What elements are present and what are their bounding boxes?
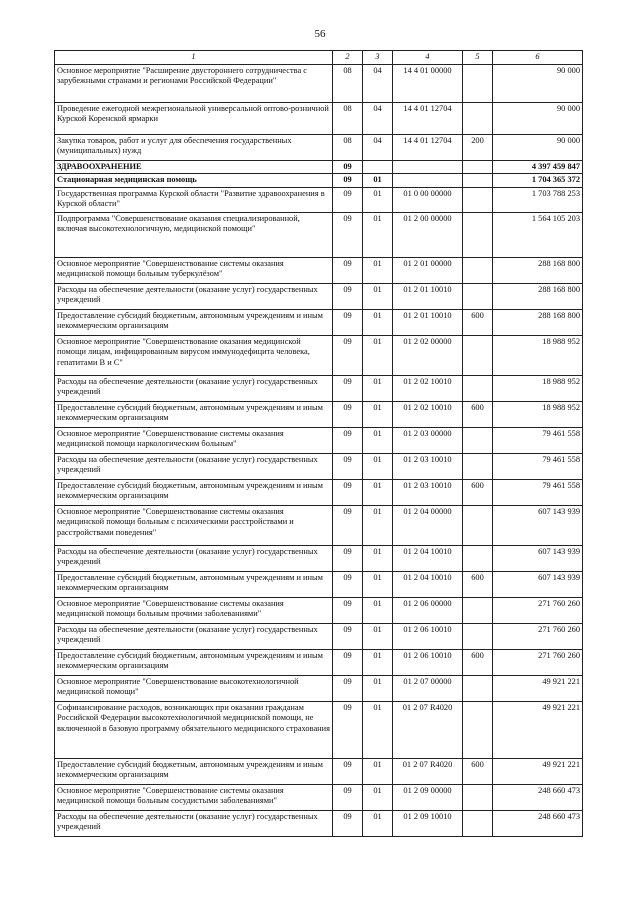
amount-cell: 288 168 800 — [493, 309, 583, 335]
subsection-code-cell: 01 — [363, 623, 393, 649]
table-row — [55, 309, 583, 335]
section-code-cell: 09 — [333, 401, 363, 427]
expense-type-cell: 600 — [463, 649, 493, 675]
subsection-code-cell: 01 — [363, 784, 393, 810]
amount-cell: 1 704 365 372 — [493, 174, 583, 188]
subsection-code-cell: 01 — [363, 283, 393, 309]
expense-type-cell: 600 — [463, 571, 493, 597]
expense-type-cell — [463, 427, 493, 453]
expense-type-cell — [463, 453, 493, 479]
section-code-cell: 08 — [333, 64, 363, 102]
section-code-cell: 09 — [333, 453, 363, 479]
subsection-code-cell: 01 — [363, 597, 393, 623]
amount-cell: 1 703 788 253 — [493, 187, 583, 212]
subsection-code-cell: 01 — [363, 758, 393, 784]
target-article-cell: 01 2 07 R4020 — [393, 758, 463, 784]
amount-cell: 248 660 473 — [493, 784, 583, 810]
expense-type-cell — [463, 375, 493, 401]
section-code-cell: 09 — [333, 309, 363, 335]
target-article-cell: 01 2 02 10010 — [393, 375, 463, 401]
amount-cell: 49 921 221 — [493, 701, 583, 758]
section-code-cell: 09 — [333, 675, 363, 701]
target-article-cell: 01 2 09 00000 — [393, 784, 463, 810]
target-article-cell: 14 4 01 00000 — [393, 64, 463, 102]
table-row — [55, 427, 583, 453]
subsection-code-cell: 01 — [363, 174, 393, 188]
subsection-code-cell: 01 — [363, 453, 393, 479]
subsection-code-cell — [363, 160, 393, 174]
amount-cell: 90 000 — [493, 64, 583, 102]
table-row — [55, 784, 583, 810]
row-name-cell: Основное мероприятие "Совершенствование системы оказания медицинской помощи больным сосудистыми заболеваниями" — [55, 784, 333, 810]
subsection-code-cell: 01 — [363, 212, 393, 257]
subsection-code-cell: 01 — [363, 401, 393, 427]
table-row — [55, 174, 583, 188]
table-row — [55, 479, 583, 505]
subsection-code-cell: 04 — [363, 64, 393, 102]
expense-type-cell — [463, 784, 493, 810]
amount-cell: 4 397 459 847 — [493, 160, 583, 174]
amount-cell: 288 168 800 — [493, 283, 583, 309]
expense-type-cell — [463, 597, 493, 623]
expense-type-cell — [463, 160, 493, 174]
expense-type-cell — [463, 505, 493, 545]
row-name-cell: Закупка товаров, работ и услуг для обеспечения государственных (муниципальных) нужд — [55, 134, 333, 160]
expense-type-cell — [463, 810, 493, 836]
amount-cell: 288 168 800 — [493, 257, 583, 283]
budget-table — [54, 50, 583, 837]
table-row — [55, 623, 583, 649]
table-row — [55, 212, 583, 257]
subsection-code-cell: 01 — [363, 427, 393, 453]
table-row — [55, 375, 583, 401]
section-code-cell: 09 — [333, 257, 363, 283]
table-row — [55, 102, 583, 134]
row-name-cell: Расходы на обеспечение деятельности (оказание услуг) государственных учреждений — [55, 453, 333, 479]
section-code-cell: 09 — [333, 375, 363, 401]
expense-type-cell — [463, 187, 493, 212]
expense-type-cell — [463, 701, 493, 758]
table-row — [55, 649, 583, 675]
target-article-cell: 01 0 00 00000 — [393, 187, 463, 212]
amount-cell: 271 760 260 — [493, 623, 583, 649]
row-name-cell: Основное мероприятие "Расширение двустороннего сотрудничества с зарубежными странами и регионами Российской Федерации" — [55, 64, 333, 102]
subsection-code-cell: 01 — [363, 187, 393, 212]
subsection-code-cell: 01 — [363, 675, 393, 701]
expense-type-cell: 600 — [463, 309, 493, 335]
expense-type-cell: 200 — [463, 134, 493, 160]
amount-cell: 18 988 952 — [493, 401, 583, 427]
subsection-code-cell: 01 — [363, 479, 393, 505]
expense-type-cell — [463, 283, 493, 309]
row-name-cell: Предоставление субсидий бюджетным, автономным учреждениям и иным некоммерческим организациям — [55, 401, 333, 427]
target-article-cell: 01 2 06 10010 — [393, 623, 463, 649]
subsection-code-cell: 01 — [363, 701, 393, 758]
table-row — [55, 545, 583, 571]
column-number: 4 — [393, 51, 463, 65]
target-article-cell: 14 4 01 12704 — [393, 134, 463, 160]
row-name-cell: Расходы на обеспечение деятельности (оказание услуг) государственных учреждений — [55, 810, 333, 836]
target-article-cell: 01 2 02 10010 — [393, 401, 463, 427]
expense-type-cell — [463, 545, 493, 571]
column-number: 6 — [493, 51, 583, 65]
row-name-cell: Подпрограмма "Совершенствование оказания специализированной, включая высокотехнологичную, медицинской помощи" — [55, 212, 333, 257]
target-article-cell: 01 2 04 10010 — [393, 545, 463, 571]
target-article-cell: 01 2 02 00000 — [393, 335, 463, 375]
table-row — [55, 160, 583, 174]
target-article-cell: 01 2 04 00000 — [393, 505, 463, 545]
amount-cell: 271 760 260 — [493, 649, 583, 675]
expense-type-cell — [463, 174, 493, 188]
table-row — [55, 701, 583, 758]
target-article-cell: 01 2 06 00000 — [393, 597, 463, 623]
target-article-cell: 01 2 06 10010 — [393, 649, 463, 675]
subsection-code-cell: 01 — [363, 649, 393, 675]
section-code-cell: 09 — [333, 335, 363, 375]
row-name-cell: Основное мероприятие "Совершенствование системы оказания медицинской помощи больным с психическими расстройствами и расстройствами поведения" — [55, 505, 333, 545]
section-code-cell: 09 — [333, 479, 363, 505]
table-row — [55, 758, 583, 784]
target-article-cell: 01 2 03 10010 — [393, 453, 463, 479]
table-row — [55, 257, 583, 283]
expense-type-cell: 600 — [463, 401, 493, 427]
table-row — [55, 283, 583, 309]
section-code-cell: 08 — [333, 134, 363, 160]
amount-cell: 79 461 558 — [493, 427, 583, 453]
section-code-cell: 09 — [333, 597, 363, 623]
subsection-code-cell: 01 — [363, 375, 393, 401]
expense-type-cell — [463, 623, 493, 649]
subsection-code-cell: 01 — [363, 335, 393, 375]
amount-cell: 79 461 558 — [493, 479, 583, 505]
subsection-code-cell: 01 — [363, 810, 393, 836]
target-article-cell: 01 2 01 10010 — [393, 283, 463, 309]
expense-type-cell: 600 — [463, 479, 493, 505]
amount-cell: 49 921 221 — [493, 675, 583, 701]
table-row — [55, 571, 583, 597]
row-name-cell: Проведение ежегодной межрегиональной универсальной оптово-розничной Курской Коренской ярмарки — [55, 102, 333, 134]
expense-type-cell — [463, 335, 493, 375]
table-row — [55, 134, 583, 160]
amount-cell: 248 660 473 — [493, 810, 583, 836]
section-code-cell: 09 — [333, 623, 363, 649]
target-article-cell: 01 2 01 00000 — [393, 257, 463, 283]
table-row — [55, 453, 583, 479]
column-number-row — [55, 51, 583, 65]
section-code-cell: 09 — [333, 810, 363, 836]
target-article-cell: 01 2 03 10010 — [393, 479, 463, 505]
expense-type-cell — [463, 257, 493, 283]
subsection-code-cell: 01 — [363, 571, 393, 597]
amount-cell: 1 564 105 203 — [493, 212, 583, 257]
row-name-cell: Основное мероприятие "Совершенствование оказания медицинской помощи лицам, инфицированным вирусом иммунодефицита человека, гепатитами В и С" — [55, 335, 333, 375]
target-article-cell: 01 2 07 00000 — [393, 675, 463, 701]
target-article-cell: 01 2 01 10010 — [393, 309, 463, 335]
target-article-cell: 01 2 07 R4020 — [393, 701, 463, 758]
budget-table-body — [55, 51, 583, 837]
amount-cell: 18 988 952 — [493, 375, 583, 401]
section-code-cell: 09 — [333, 212, 363, 257]
target-article-cell: 01 2 03 00000 — [393, 427, 463, 453]
table-row — [55, 187, 583, 212]
section-code-cell: 09 — [333, 571, 363, 597]
amount-cell: 79 461 558 — [493, 453, 583, 479]
amount-cell: 607 143 939 — [493, 571, 583, 597]
section-code-cell: 09 — [333, 187, 363, 212]
column-number: 1 — [55, 51, 333, 65]
amount-cell: 607 143 939 — [493, 545, 583, 571]
amount-cell: 90 000 — [493, 102, 583, 134]
row-name-cell: Стационарная медицинская помощь — [55, 174, 333, 188]
section-code-cell: 09 — [333, 505, 363, 545]
row-name-cell: Расходы на обеспечение деятельности (оказание услуг) государственных учреждений — [55, 375, 333, 401]
expense-type-cell — [463, 64, 493, 102]
row-name-cell: ЗДРАВООХРАНЕНИЕ — [55, 160, 333, 174]
amount-cell: 271 760 260 — [493, 597, 583, 623]
section-code-cell: 09 — [333, 283, 363, 309]
target-article-cell: 01 2 09 10010 — [393, 810, 463, 836]
expense-type-cell — [463, 102, 493, 134]
section-code-cell: 09 — [333, 160, 363, 174]
target-article-cell: 14 4 01 12704 — [393, 102, 463, 134]
section-code-cell: 09 — [333, 649, 363, 675]
row-name-cell: Софинансирование расходов, возникающих при оказании гражданам Российской Федерации высокотехнологичной медицинской помощи, не включенной в базовую программу обязательного медицинского страхования — [55, 701, 333, 758]
row-name-cell: Предоставление субсидий бюджетным, автономным учреждениям и иным некоммерческим организациям — [55, 571, 333, 597]
row-name-cell: Основное мероприятие "Совершенствование системы оказания медицинской помощи больным прочими заболеваниями" — [55, 597, 333, 623]
column-number: 2 — [333, 51, 363, 65]
table-row — [55, 64, 583, 102]
table-row — [55, 335, 583, 375]
subsection-code-cell: 01 — [363, 257, 393, 283]
target-article-cell: 01 2 00 00000 — [393, 212, 463, 257]
row-name-cell: Основное мероприятие "Совершенствование системы оказания медицинской помощи наркологическим больным" — [55, 427, 333, 453]
row-name-cell: Основное мероприятие "Совершенствование высокотехнологичной медицинской помощи" — [55, 675, 333, 701]
section-code-cell: 09 — [333, 174, 363, 188]
amount-cell: 607 143 939 — [493, 505, 583, 545]
target-article-cell: 01 2 04 10010 — [393, 571, 463, 597]
row-name-cell: Расходы на обеспечение деятельности (оказание услуг) государственных учреждений — [55, 283, 333, 309]
row-name-cell: Предоставление субсидий бюджетным, автономным учреждениям и иным некоммерческим организациям — [55, 649, 333, 675]
subsection-code-cell: 01 — [363, 505, 393, 545]
table-row — [55, 401, 583, 427]
section-code-cell: 09 — [333, 758, 363, 784]
target-article-cell — [393, 160, 463, 174]
section-code-cell: 08 — [333, 102, 363, 134]
page-number: 56 — [314, 28, 326, 40]
subsection-code-cell: 01 — [363, 545, 393, 571]
table-row — [55, 810, 583, 836]
target-article-cell — [393, 174, 463, 188]
column-number: 5 — [463, 51, 493, 65]
row-name-cell: Предоставление субсидий бюджетным, автономным учреждениям и иным некоммерческим организациям — [55, 479, 333, 505]
amount-cell: 49 921 221 — [493, 758, 583, 784]
amount-cell: 90 000 — [493, 134, 583, 160]
row-name-cell: Предоставление субсидий бюджетным, автономным учреждениям и иным некоммерческим организациям — [55, 309, 333, 335]
subsection-code-cell: 01 — [363, 309, 393, 335]
expense-type-cell — [463, 675, 493, 701]
expense-type-cell — [463, 212, 493, 257]
column-number: 3 — [363, 51, 393, 65]
subsection-code-cell: 04 — [363, 102, 393, 134]
row-name-cell: Предоставление субсидий бюджетным, автономным учреждениям и иным некоммерческим организациям — [55, 758, 333, 784]
expense-type-cell: 600 — [463, 758, 493, 784]
row-name-cell: Расходы на обеспечение деятельности (оказание услуг) государственных учреждений — [55, 545, 333, 571]
row-name-cell: Государственная программа Курской области "Развитие здравоохранения в Курской области" — [55, 187, 333, 212]
row-name-cell: Основное мероприятие "Совершенствование системы оказания медицинской помощи больным туберкулёзом" — [55, 257, 333, 283]
subsection-code-cell: 04 — [363, 134, 393, 160]
section-code-cell: 09 — [333, 545, 363, 571]
section-code-cell: 09 — [333, 784, 363, 810]
table-row — [55, 675, 583, 701]
table-row — [55, 597, 583, 623]
table-row — [55, 505, 583, 545]
row-name-cell: Расходы на обеспечение деятельности (оказание услуг) государственных учреждений — [55, 623, 333, 649]
section-code-cell: 09 — [333, 427, 363, 453]
amount-cell: 18 988 952 — [493, 335, 583, 375]
section-code-cell: 09 — [333, 701, 363, 758]
